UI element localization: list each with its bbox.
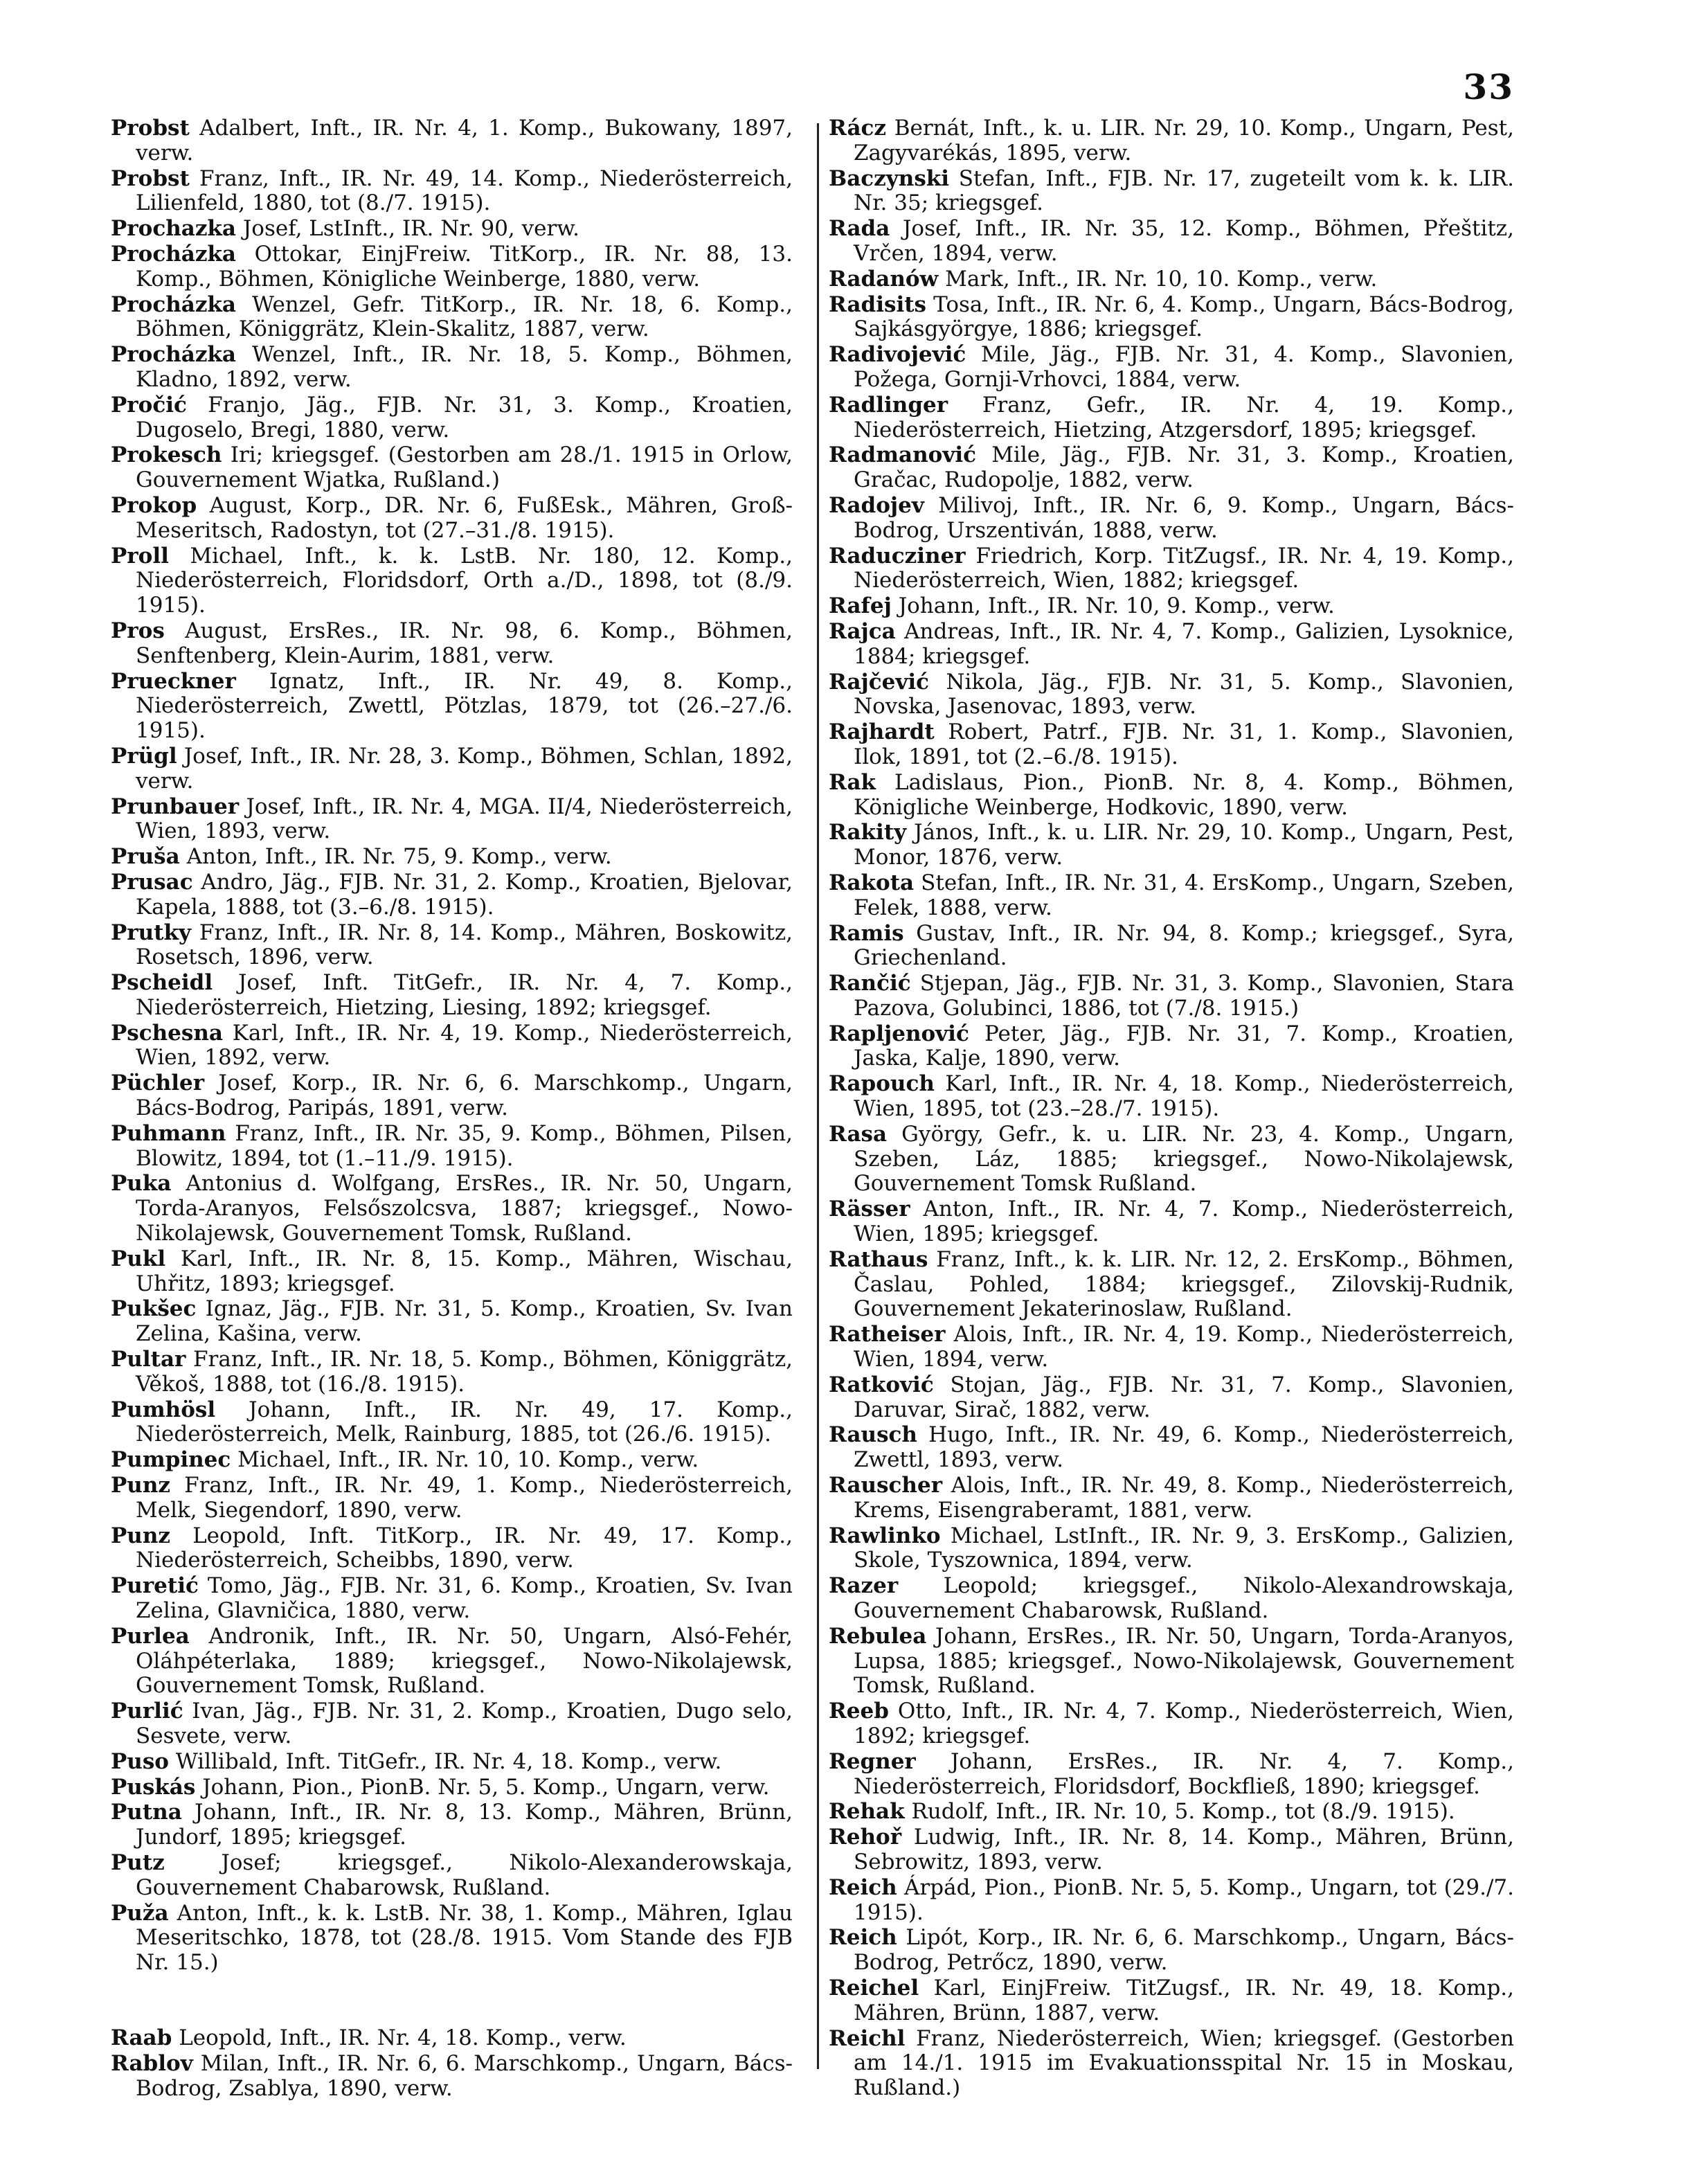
list-entry [829,1474,1514,1523]
list-entry [111,619,793,669]
entry-surname: Puka [111,1171,172,1197]
list-entry [111,494,793,544]
entry-details: Franz, Niederösterreich, Wien; kriegsgef. (Gestorben am 14./1. 1915 im Evakuationsspital Nr. 15 in Moskau, Rußland.) [854,2025,1514,2101]
entry-details: Franz, Inft., IR. Nr. 49, 1. Komp., Niederösterreich, Melk, Siegendorf, 1890, verw. [136,1473,793,1523]
entry-surname: Rada [829,216,890,242]
entry-surname: Prügl [111,743,177,769]
entry-details: Iri; kriegsgef. (Gestorben am 28./1. 1915 in Orlow, Gouvernement Wjatka, Rußland.) [136,442,793,493]
list-entry [829,594,1514,619]
entry-details: Leopold, Inft., IR. Nr. 4, 18. Komp., verw. [179,2025,627,2050]
entry-details: Josef; kriegsgef., Nikolo-Alexanderowskaja, Gouvernement Chabarowsk, Rußland. [136,1850,793,1900]
entry-details: Lipót, Korp., IR. Nr. 6, 6. Marschkomp., Ungarn, Bács-Bodrog, Petrőcz, 1890, verw. [854,1925,1514,1976]
entry-surname: Rak [829,769,876,795]
list-entry [111,1574,793,1624]
entry-surname: Rakota [829,870,915,895]
left-column [111,116,793,2102]
entry-surname: Pumhösl [111,1397,216,1422]
entry-details: Josef, Inft. TitGefr., IR. Nr. 4, 7. Komp., Niederösterreich, Hietzing, Liesing, 1892; kriegsgef. [136,970,793,1020]
entry-surname: Punz [111,1523,170,1548]
list-entry [111,1297,793,1347]
list-entry [829,871,1514,921]
entry-details: Peter, Jäg., FJB. Nr. 31, 7. Komp., Kroatien, Jaska, Kalje, 1890, verw. [854,1021,1514,1071]
entry-details: Antonius d. Wolfgang, ErsRes., IR. Nr. 50, Ungarn, Torda-Aranyos, Felsőszolcsva, 1887; kriegsgef., Nowo-Nikolajewsk, Gouvernement Tomsk, Rußland. [136,1171,793,1246]
list-entry [111,1021,793,1071]
entry-details: Wenzel, Gefr. TitKorp., IR. Nr. 18, 6. Komp., Böhmen, Königgrätz, Klein-Skalitz, 1887, verw. [136,292,793,342]
right-column [829,116,1514,2102]
entry-details: Milan, Inft., IR. Nr. 6, 6. Marschkomp., Ungarn, Bács-Bodrog, Zsablya, 1890, verw. [136,2050,793,2101]
list-entry [111,1247,793,1297]
entry-details: August, ErsRes., IR. Nr. 98, 6. Komp., Böhmen, Senftenberg, Klein-Aurim, 1881, verw. [136,618,793,668]
list-entry [111,443,793,493]
entry-details: Franz, Inft., IR. Nr. 35, 9. Komp., Böhmen, Pilsen, Blowitz, 1894, tot (1.–11./9. 1915). [136,1120,793,1171]
entry-surname: Punz [111,1473,170,1498]
entry-details: Alois, Inft., IR. Nr. 49, 8. Komp., Niederösterreich, Krems, Eisengraberamt, 1881, verw. [854,1473,1514,1523]
entry-surname: Pscheidl [111,970,213,996]
entry-details: Karl, Inft., IR. Nr. 4, 18. Komp., Niederösterreich, Wien, 1895, tot (23.–28./7. 1915). [854,1071,1514,1122]
list-entry [111,1624,793,1699]
list-entry [829,443,1514,493]
list-entry [829,1699,1514,1749]
entry-details: Franz, Inft., IR. Nr. 8, 14. Komp., Mähren, Boskowitz, Rosetsch, 1896, verw. [136,920,793,970]
entry-details: Stefan, Inft., FJB. Nr. 17, zugeteilt vom k. k. LIR. Nr. 35; kriegsgef. [854,165,1514,216]
list-entry [829,1876,1514,1926]
entry-surname: Pruša [111,844,180,870]
entry-details: Johann, Inft., IR. Nr. 8, 13. Komp., Mähren, Brünn, Jundorf, 1895; kriegsgef. [136,1800,793,1850]
list-entry [829,217,1514,267]
entry-details: Karl, Inft., IR. Nr. 4, 19. Komp., Niederösterreich, Wien, 1892, verw. [136,1020,793,1071]
list-entry [829,1825,1514,1875]
entry-surname: Rácz [829,116,887,141]
entry-surname: Rajhardt [829,719,935,745]
entry-details: Ignatz, Inft., IR. Nr. 49, 8. Komp., Niederösterreich, Zwettl, Pötzlas, 1879, tot (26.–27./6. 1915). [136,668,793,744]
list-entry [829,620,1514,670]
entry-surname: Rasa [829,1121,888,1147]
list-entry [829,1574,1514,1624]
entry-surname: Prokop [111,492,197,518]
list-entry [829,1197,1514,1247]
list-entry [829,1800,1514,1825]
list-entry [829,771,1514,821]
entry-details: Stojan, Jäg., FJB. Nr. 31, 7. Komp., Slavonien, Daruvar, Sirač, 1882, verw. [854,1372,1514,1422]
list-entry [111,1348,793,1397]
entry-details: Josef, Inft., IR. Nr. 4, MGA. II/4, Niederösterreich, Wien, 1893, verw. [136,794,793,844]
entry-surname: Puso [111,1748,169,1774]
list-entry [829,670,1514,720]
entry-surname: Rehoř [829,1825,902,1850]
list-entry [111,870,793,920]
list-entry [829,1926,1514,1976]
list-entry [829,1248,1514,1322]
entry-details: Franz, Inft., IR. Nr. 18, 5. Komp., Böhmen, Königgrätz, Věkoš, 1888, tot (16./8. 1915). [136,1347,793,1397]
entry-details: Josef, Korp., IR. Nr. 6, 6. Marschkomp., Ungarn, Bács-Bodrog, Paripás, 1891, verw. [136,1071,793,1121]
entry-surname: Rančić [829,971,911,996]
list-entry [111,1800,793,1850]
list-entry [111,1699,793,1749]
list-entry [111,1775,793,1800]
entry-surname: Pultar [111,1347,186,1372]
entry-details: Anton, Inft., k. k. LstB. Nr. 38, 1. Komp., Mähren, Iglau Meseritschko, 1878, tot (28./8. 1915. Vom Stande des FJB Nr. 15.) [136,1900,793,1976]
entry-details: Johann, Pion., PionB. Nr. 5, 5. Komp., Ungarn, verw. [202,1774,770,1800]
list-entry [829,116,1514,166]
entry-details: Andreas, Inft., IR. Nr. 4, 7. Komp., Galizien, Lysoknice, 1884; kriegsgef. [854,618,1514,669]
list-entry [111,971,793,1021]
entry-surname: Puhmann [111,1120,226,1146]
entry-surname: Radanów [829,266,939,292]
entry-details: Tomo, Jäg., FJB. Nr. 31, 6. Komp., Kroatien, Sv. Ivan Zelina, Glavničica, 1880, verw. [136,1573,793,1624]
list-entry [111,1122,793,1172]
entry-details: Tosa, Inft., IR. Nr. 6, 4. Komp., Ungarn, Bács-Bodrog, Sajkásgyörgye, 1886; kriegsgef. [854,292,1514,342]
entry-surname: Prokesch [111,442,222,468]
entry-details: Ladislaus, Pion., PionB. Nr. 8, 4. Komp., Böhmen, Königliche Weinberge, Hodkovic, 1890, verw. [854,769,1514,820]
list-entry [829,2027,1514,2101]
entry-details: Anton, Inft., IR. Nr. 4, 7. Komp., Niederösterreich, Wien, 1895; kriegsgef. [854,1197,1514,1247]
entry-surname: Radojev [829,492,924,518]
list-entry [829,972,1514,1021]
entry-surname: Rajčević [829,669,930,695]
entry-surname: Reeb [829,1699,889,1724]
entry-details: Alois, Inft., IR. Nr. 4, 19. Komp., Niederösterreich, Wien, 1894, verw. [854,1322,1515,1372]
entry-details: Johann, Inft., IR. Nr. 49, 17. Komp., Niederösterreich, Melk, Rainburg, 1885, tot (26./6. 1915). [136,1397,793,1447]
entry-details: Ottokar, EinjFreiw. TitKorp., IR. Nr. 88, 13. Komp., Böhmen, Königliche Weinberge, 1880, verw. [136,241,793,292]
list-entry [111,1901,793,1976]
entry-surname: Pros [111,618,165,643]
list-entry [111,1750,793,1775]
list-entry [829,720,1514,770]
entry-details: György, Gefr., k. u. LIR. Nr. 23, 4. Komp., Ungarn, Szeben, Láz, 1885; kriegsgef., Nowo-Nikolajewsk, Gouvernement Tomsk Rußland. [854,1121,1514,1197]
entry-surname: Rässer [829,1197,910,1222]
entry-surname: Rapouch [829,1071,935,1097]
entry-surname: Purlić [111,1699,183,1724]
entry-details: Rudolf, Inft., IR. Nr. 10, 5. Komp., tot (8./9. 1915). [911,1799,1455,1825]
entry-surname: Reichl [829,2025,906,2051]
entry-details: Franz, Inft., IR. Nr. 49, 14. Komp., Niederösterreich, Lilienfeld, 1880, tot (8./7. 1915). [136,165,793,216]
list-entry [829,267,1514,292]
list-entry [111,343,793,393]
entry-surname: Rauscher [829,1473,943,1498]
entry-details: Bernát, Inft., k. u. LIR. Nr. 29, 10. Komp., Ungarn, Pest, Zagyvarékás, 1895, verw. [854,116,1514,165]
entry-surname: Prutky [111,920,191,945]
entry-details: János, Inft., k. u. LIR. Nr. 29, 10. Komp., Ungarn, Pest, Monor, 1876, verw. [854,820,1514,870]
list-entry [829,821,1514,870]
entry-surname: Rapljenović [829,1021,969,1046]
list-entry [829,1022,1514,1072]
list-entry [829,1373,1514,1423]
entry-surname: Prusac [111,869,193,895]
entry-surname: Prochazka [111,216,236,242]
list-entry [111,670,793,744]
entry-surname: Reich [829,1925,897,1951]
list-entry [111,2052,793,2102]
entry-details: Ivan, Jäg., FJB. Nr. 31, 2. Komp., Kroatien, Dugo selo, Sesvete, verw. [136,1699,793,1748]
entry-surname: Prueckner [111,668,236,694]
entry-surname: Rebulea [829,1623,927,1649]
list-entry [111,2026,793,2051]
entry-details: Wenzel, Inft., IR. Nr. 18, 5. Komp., Böhmen, Kladno, 1892, verw. [136,342,793,392]
list-entry [111,1524,793,1574]
entry-surname: Puskás [111,1774,196,1800]
list-entry [111,1172,793,1246]
section-gap [111,1976,793,2026]
list-entry [829,343,1514,393]
list-entry [111,795,793,845]
list-entry [111,293,793,343]
list-entry [111,1851,793,1901]
list-entry [829,1524,1514,1574]
entry-details: Ignaz, Jäg., FJB. Nr. 31, 5. Komp., Kroatien, Sv. Ivan Zelina, Kašina, verw. [136,1296,793,1347]
entry-details: Adalbert, Inft., IR. Nr. 4, 1. Komp., Bukowany, 1897, verw. [136,116,793,165]
entry-details: Friedrich, Korp. TitZugsf., IR. Nr. 4, 19. Komp., Niederösterreich, Wien, 1882; kriegsgef. [854,543,1514,593]
entry-details: Johann, Inft., IR. Nr. 10, 9. Komp., verw. [898,593,1335,619]
entry-surname: Rawlinko [829,1523,941,1548]
entry-surname: Püchler [111,1071,205,1096]
entry-details: Gustav, Inft., IR. Nr. 94, 8. Komp.; kriegsgef., Syra, Griechenland. [854,920,1514,971]
list-entry [829,1624,1514,1699]
entry-details: Josef, Inft., IR. Nr. 35, 12. Komp., Böhmen, Přeštitz, Vrčen, 1894, verw. [854,216,1514,266]
entry-details: Michael, Inft., IR. Nr. 10, 10. Komp., verw. [237,1447,699,1473]
entry-details: Árpád, Pion., PionB. Nr. 5, 5. Komp., Ungarn, tot (29./7. 1915). [854,1874,1514,1925]
entry-surname: Radivojević [829,342,966,368]
entry-details: Mile, Jäg., FJB. Nr. 31, 3. Komp., Kroatien, Gračac, Rudopolje, 1882, verw. [854,442,1514,493]
entry-details: Stjepan, Jäg., FJB. Nr. 31, 3. Komp., Slavonien, Stara Pazova, Golubinci, 1886, tot (7./8. 1915.) [854,971,1514,1021]
entry-details: Andronik, Inft., IR. Nr. 50, Ungarn, Alsó-Fehér, Oláhpéterlaka, 1889; kriegsgef., Nowo-Nikolajewsk, Gouvernement Tomsk, Rußland. [136,1623,793,1699]
entry-surname: Procházka [111,292,236,317]
entry-surname: Putna [111,1800,182,1825]
entry-surname: Regner [829,1748,916,1774]
entry-surname: Rehak [829,1799,905,1825]
entry-surname: Rajca [829,618,896,644]
entry-details: Milivoj, Inft., IR. Nr. 6, 9. Komp., Ungarn, Bács-Bodrog, Urszentiván, 1888, verw. [854,492,1514,543]
list-entry [829,1976,1514,2026]
list-entry [111,167,793,217]
entry-surname: Reichel [829,1975,919,2000]
entry-details: Johann, ErsRes., IR. Nr. 4, 7. Komp., Niederösterreich, Floridsdorf, Bockfließ, 1890; kriegsgef. [854,1748,1514,1799]
entry-surname: Pumpinec [111,1447,231,1473]
entry-details: Robert, Patrf., FJB. Nr. 31, 1. Komp., Slavonien, Ilok, 1891, tot (2.–6./8. 1915). [854,719,1514,769]
list-entry [111,744,793,794]
entry-details: Anton, Inft., IR. Nr. 75, 9. Komp., verw. [186,844,612,870]
entry-surname: Proll [111,543,169,569]
entry-details: Andro, Jäg., FJB. Nr. 31, 2. Komp., Kroatien, Bjelovar, Kapela, 1888, tot (3.–6./8. 1915). [136,869,793,920]
entry-details: Karl, EinjFreiw. TitZugsf., IR. Nr. 49, 18. Komp., Mähren, Brünn, 1887, verw. [854,1975,1514,2025]
entry-surname: Purlea [111,1623,190,1649]
entry-details: Nikola, Jäg., FJB. Nr. 31, 5. Komp., Slavonien, Novska, Jasenovac, 1893, verw. [854,669,1514,719]
entry-surname: Radmanović [829,442,977,468]
entry-details: August, Korp., DR. Nr. 6, FußEsk., Mähren, Groß-Meseritsch, Radostyn, tot (27.–31./8. 1915). [136,492,793,543]
entry-surname: Rakity [829,820,907,845]
entry-details: Willibald, Inft. TitGefr., IR. Nr. 4, 18. Komp., verw. [175,1748,722,1774]
entry-surname: Pukl [111,1246,166,1271]
entry-surname: Puretić [111,1573,199,1599]
entry-surname: Radlinger [829,392,948,418]
entry-details: Josef, Inft., IR. Nr. 28, 3. Komp., Böhmen, Schlan, 1892, verw. [136,743,793,794]
list-entry [111,1448,793,1473]
entry-details: Leopold; kriegsgef., Nikolo-Alexandrowskaja, Gouvernement Chabarowsk, Rußland. [854,1573,1515,1624]
page-number: 33 [1463,66,1514,107]
list-entry [111,1398,793,1448]
entry-surname: Reich [829,1874,897,1900]
list-entry [829,393,1514,443]
list-entry [829,544,1514,594]
list-entry [829,1122,1514,1197]
list-entry [111,845,793,870]
list-entry [111,116,793,166]
entry-surname: Rablov [111,2050,193,2076]
entry-surname: Puža [111,1900,169,1926]
list-entry [111,921,793,971]
entry-surname: Razer [829,1573,899,1599]
list-entry [829,1423,1514,1473]
list-entry [829,1072,1514,1122]
list-entry [829,494,1514,544]
entry-details: Mile, Jäg., FJB. Nr. 31, 4. Komp., Slavonien, Požega, Gornji-Vrhovci, 1884, verw. [854,342,1515,392]
entry-details: Karl, Inft., IR. Nr. 8, 15. Komp., Mähren, Wischau, Uhřitz, 1893; kriegsgef. [136,1246,793,1296]
entry-surname: Radisits [829,292,927,317]
entry-surname: Baczynski [829,165,950,191]
entry-details: Josef, LstInft., IR. Nr. 90, verw. [242,216,580,242]
entry-surname: Probst [111,165,190,191]
entry-surname: Rafej [829,593,892,619]
entry-surname: Pročić [111,392,187,418]
entry-surname: Pschesna [111,1020,223,1046]
list-entry [111,242,793,292]
entry-surname: Prunbauer [111,794,240,819]
entry-surname: Procházka [111,342,236,368]
entry-details: Franz, Inft., k. k. LIR. Nr. 12, 2. ErsKomp., Böhmen, Časlau, Pohled, 1884; kriegsgef., Zilovskij-Rudnik, Gouvernement Jekaterinoslaw, Rußland. [854,1246,1514,1322]
entry-surname: Procházka [111,241,236,267]
entry-surname: Ramis [829,920,904,946]
column-divider [817,123,819,2069]
entry-surname: Probst [111,116,190,141]
list-entry [829,167,1514,217]
list-entry [829,922,1514,972]
entry-details: Ludwig, Inft., IR. Nr. 8, 14. Komp., Mähren, Brünn, Sebrowitz, 1893, verw. [854,1825,1514,1874]
entry-surname: Ratković [829,1372,934,1397]
entry-details: Johann, ErsRes., IR. Nr. 50, Ungarn, Torda-Aranyos, Lupsa, 1885; kriegsgef., Nowo-Nikolajewsk, Gouvernement Tomsk, Rußland. [854,1623,1514,1699]
entry-surname: Raducziner [829,543,966,569]
list-entry [829,293,1514,343]
list-entry [111,393,793,443]
list-entry [829,1750,1514,1800]
entry-details: Hugo, Inft., IR. Nr. 49, 6. Komp., Niederösterreich, Zwettl, 1893, verw. [854,1422,1515,1473]
entry-details: Mark, Inft., IR. Nr. 10, 10. Komp., verw. [945,266,1378,292]
entry-details: Stefan, Inft., IR. Nr. 31, 4. ErsKomp., Ungarn, Szeben, Felek, 1888, verw. [854,870,1514,920]
entry-surname: Raab [111,2025,172,2050]
list-entry [111,544,793,618]
entry-details: Michael, Inft., k. k. LstB. Nr. 180, 12. Komp., Niederösterreich, Floridsdorf, Orth a./D., 1898, tot (8./9. 1915). [136,543,793,618]
entry-details: Franjo, Jäg., FJB. Nr. 31, 3. Komp., Kroatien, Dugoselo, Bregi, 1880, verw. [136,392,793,442]
entry-surname: Rausch [829,1422,917,1448]
entry-details: Otto, Inft., IR. Nr. 4, 7. Komp., Niederösterreich, Wien, 1892; kriegsgef. [854,1699,1514,1748]
list-entry [111,1071,793,1121]
entry-surname: Rathaus [829,1246,928,1272]
list-entry [111,217,793,242]
entry-details: Leopold, Inft. TitKorp., IR. Nr. 49, 17. Komp., Niederösterreich, Scheibbs, 1890, verw. [136,1523,793,1573]
entry-surname: Putz [111,1850,165,1875]
entry-surname: Pukšec [111,1296,197,1322]
list-entry [829,1323,1514,1372]
entry-details: Michael, LstInft., IR. Nr. 9, 3. ErsKomp., Galizien, Skole, Tyszownica, 1894, verw. [854,1523,1514,1573]
list-entry [111,1474,793,1523]
entry-surname: Ratheiser [829,1322,946,1348]
entry-details: Franz, Gefr., IR. Nr. 4, 19. Komp., Niederösterreich, Hietzing, Atzgersdorf, 1895; kriegsgef. [854,392,1514,442]
